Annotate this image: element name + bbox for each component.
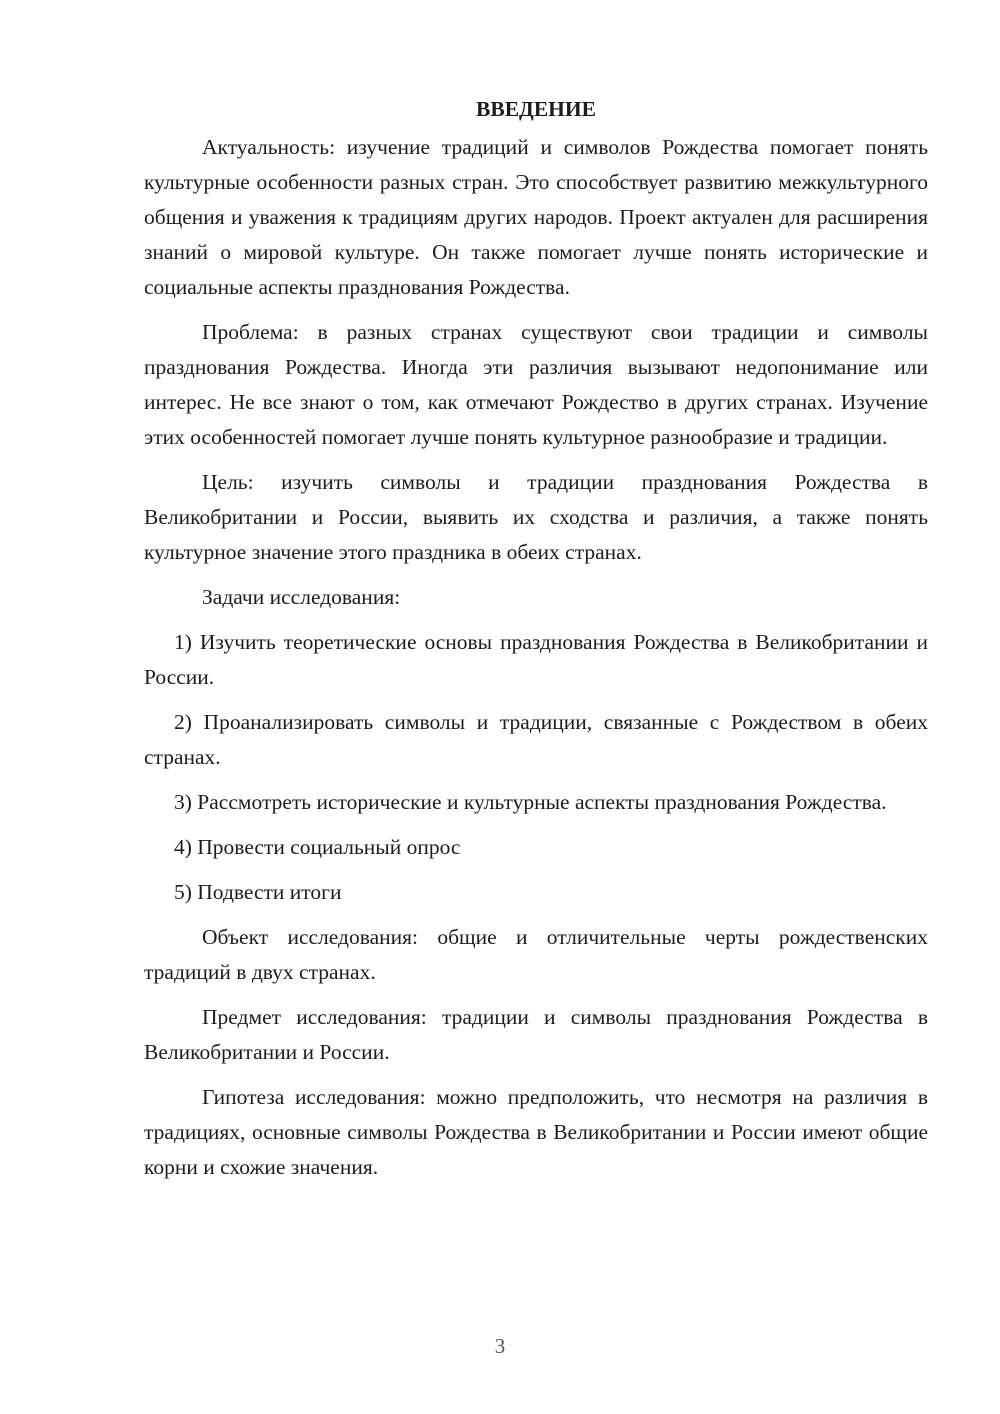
page-number: 3: [494, 1334, 506, 1358]
task-item-1: 1) Изучить теоретические основы празднования Рождества в Великобритании и России.: [144, 630, 928, 689]
task-item-3: 3) Рассмотреть исторические и культурные аспекты празднования Рождества.: [174, 790, 887, 814]
document-page: [144, 92, 928, 1195]
task-item-2: 2) Проанализировать символы и традиции, связанные с Рождеством в обеих странах.: [144, 710, 928, 769]
paragraph-relevance: Актуальность: изучение традиций и символов Рождества помогает понять культурные особенности разных стран. Это способствует развитию межкультурного общения и уважения к традициям других народов. Проект актуален для расширения знаний о мировой культуре. Он также помогает лучше понять исторические и социальные аспекты празднования Рождества.: [144, 135, 928, 299]
paragraph-goal: Цель: изучить символы и традиции празднования Рождества в Великобритании и России, выявить их сходства и различия, а также понять культурное значение этого праздника в обеих странах.: [144, 470, 928, 564]
task-item-5: 5) Подвести итоги: [174, 880, 342, 904]
paragraph-subject: Предмет исследования: традиции и символы празднования Рождества в Великобритании и России.: [144, 1005, 928, 1064]
paragraph-hypothesis: Гипотеза исследования: можно предположить, что несмотря на различия в традициях, основные символы Рождества в Великобритании и России имеют общие корни и схожие значения.: [144, 1085, 928, 1179]
paragraph-problem: Проблема: в разных странах существуют свои традиции и символы празднования Рождества. Иногда эти различия вызывают недопонимание или интерес. Не все знают о том, как отмечают Рождество в других странах. Изучение этих особенностей помогает лучше понять культурное разнообразие и традиции.: [144, 320, 928, 449]
section-heading: ВВЕДЕНИЕ: [476, 97, 596, 121]
tasks-heading: Задачи исследования:: [202, 585, 401, 609]
task-item-4: 4) Провести социальный опрос: [174, 835, 461, 859]
paragraph-object: Объект исследования: общие и отличительные черты рождественских традиций в двух странах.: [144, 925, 928, 984]
